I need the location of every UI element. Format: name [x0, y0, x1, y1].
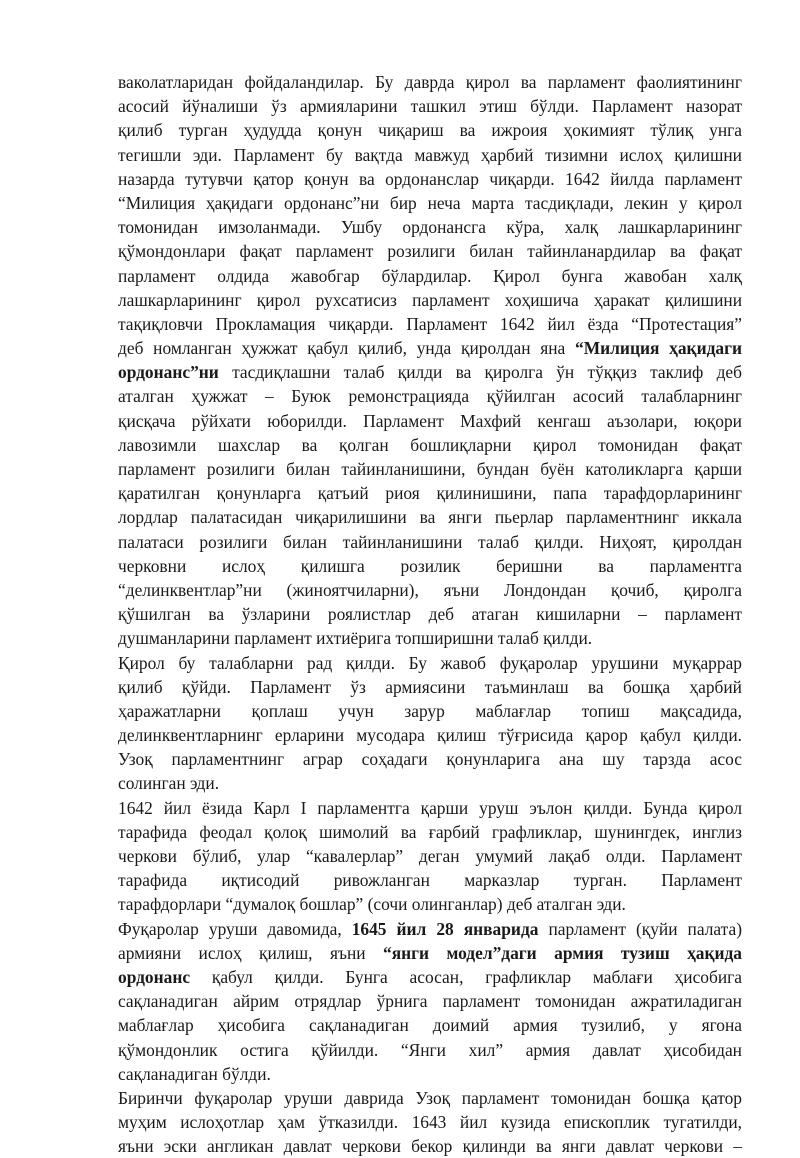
text-line — [118, 554, 742, 578]
text-segment: “делинквентлар”ни (жиноятчиларни), яъни Лондондан қочиб, қиролга — [118, 579, 742, 600]
text-segment: Биринчи фуқаролар уруши даврида Узоқ парламент томонидан бошқа қатор — [118, 1087, 742, 1108]
bold-text-segment: “янги модел”даги армия тузиш ҳақида — [383, 942, 742, 963]
text-segment: қилиб турган ҳудудда қонун чиқариш ва ижроия ҳокимият тўлиқ унга — [118, 120, 742, 141]
text-line — [118, 70, 742, 94]
text-segment: қисқача рўйхати юборилди. Парламент Махфий кенгаш аъзолари, юқори — [118, 410, 742, 431]
text-segment: черкови бўлиб, улар “кавалерлар” деган умумий лақаб олди. Парламент — [118, 846, 742, 866]
text-segment: тарафида иқтисодий ривожланган марказлар турган. Парламент — [118, 870, 742, 891]
text-segment: қаратилган қонунларга қатъий риоя қилинишини, папа тарафдорларининг — [118, 483, 742, 504]
text-segment: ҳаражатларни қоплаш учун зарур маблағлар топиш мақсадида, — [118, 700, 742, 721]
text-line — [118, 239, 742, 263]
text-line — [118, 143, 742, 167]
text-segment: сақланадиган бўлди. — [118, 1063, 271, 1084]
bold-text-segment: 1645 йил 28 январида — [351, 918, 539, 939]
text-segment: солинган эди. — [118, 773, 220, 794]
text-segment: армияни ислоҳ қилиш, яъни — [118, 942, 384, 963]
text-segment: яъни эски англикан давлат черкови бекор қилинди ва янги давлат черкови – — [118, 1136, 742, 1157]
text-segment: қилиб қўйди. Парламент ўз армиясини таъминлаш ва бошқа ҳарбий — [118, 676, 742, 697]
text-line — [118, 1086, 742, 1110]
text-line — [118, 360, 742, 384]
text-segment: палатаси розилиги билан тайинланишини талаб қилди. Ниҳоят, қиролдан — [118, 531, 742, 552]
text-line — [118, 1013, 742, 1037]
text-segment: қабул қилди. Бунга асосан, графликлар маблағи ҳисобига — [190, 966, 742, 987]
text-segment: душманларини парламент ихтиёрига топширишни талаб қилди. — [118, 628, 593, 649]
text-segment: делинквентларнинг ерларини мусодара қилиш тўғрисида қарор қабул қилди. — [118, 725, 742, 746]
text-line — [118, 917, 742, 941]
text-line — [118, 626, 742, 650]
text-line — [118, 409, 742, 433]
text-segment: деб номланган ҳужжат қабул қилиб, унда қиролдан яна — [118, 338, 576, 359]
text-line — [118, 167, 742, 191]
text-line — [118, 288, 742, 312]
text-line — [118, 723, 742, 747]
text-segment: парламент розилиги билан тайинланишини, бундан буён католикларга қарши — [118, 459, 742, 479]
text-segment: муҳим ислоҳотлар ҳам ўтказилди. 1643 йил кузида епископлик тугатилди, — [118, 1112, 742, 1133]
text-line — [118, 191, 742, 215]
text-segment: қўшилган ва ўзларини роялистлар деб атаган кишиларни – парламент — [118, 604, 742, 625]
bold-text-segment: ордонанс — [118, 966, 191, 987]
text-segment: парламент олдида жавобгар бўлардилар. Қирол бунга жавобан халқ — [118, 265, 742, 286]
text-line — [118, 215, 742, 239]
text-segment: Узоқ парламентнинг аграр соҳадаги қонунларига ана шу тарзда асос — [118, 749, 742, 770]
text-line — [118, 820, 742, 844]
text-segment: лавозимли шахслар ва қолган бошлиқларни қирол томонидан фақат — [118, 434, 742, 455]
text-segment: лашкарларининг қирол рухсатисиз парламент хоҳишича ҳаракат қилишини — [118, 289, 742, 310]
text-segment: лордлар палатасидан чиқарилишини ва янги пьерлар парламентнинг иккала — [118, 507, 742, 528]
text-line — [118, 118, 742, 142]
text-line — [118, 892, 742, 916]
text-line — [118, 989, 742, 1013]
text-line — [118, 868, 742, 892]
text-line — [118, 94, 742, 118]
text-segment: маблағлар ҳисобига сақланадиган доимий армия тузилиб, у ягона — [118, 1015, 742, 1036]
document-body — [118, 70, 742, 1158]
text-line — [118, 965, 742, 989]
text-line — [118, 1134, 742, 1158]
text-line — [118, 844, 742, 868]
text-line — [118, 651, 742, 675]
bold-text-segment: “Милиция ҳақидаги — [575, 338, 742, 359]
text-line — [118, 433, 742, 457]
text-segment: Фуқаролар уруши давомида, — [118, 918, 352, 939]
text-segment: томонидан имзоланмади. Ушбу ордонансга кўра, халқ лашкарларининг — [118, 217, 742, 238]
text-segment: сақланадиган айрим отрядлар ўрнига парламент томонидан ажратиладиган — [118, 991, 742, 1012]
text-line — [118, 771, 742, 795]
text-line — [118, 384, 742, 408]
text-line — [118, 457, 742, 481]
text-line — [118, 675, 742, 699]
text-segment: черковни ислоҳ қилишга розилик беришни ва парламентга — [118, 555, 742, 576]
text-segment: назарда тутувчи қатор қонун ва ордонанслар чиқарди. 1642 йилда парламент — [118, 168, 742, 189]
text-segment: “Милиция ҳақидаги ордонанс”ни бир неча марта тасдиқлади, лекин у қирол — [118, 192, 742, 213]
text-segment: тарафида феодал қолоқ шимолий ва ғарбий графликлар, шунингдек, инглиз — [118, 821, 742, 842]
text-line — [118, 1062, 742, 1086]
text-line — [118, 941, 742, 965]
text-segment: қўмондонлари фақат парламент розилиги билан тайинланардилар ва фақат — [118, 241, 742, 262]
text-line — [118, 336, 742, 360]
text-line — [118, 481, 742, 505]
text-segment: аталган ҳужжат – Буюк ремонстрацияда қўйилган асосий талабларнинг — [118, 386, 742, 407]
text-line — [118, 699, 742, 723]
bold-text-segment: ордонанс”ни — [118, 362, 219, 383]
text-segment: Қирол бу талабларни рад қилди. Бу жавоб фуқаролар урушини муқаррар — [118, 652, 742, 673]
text-line — [118, 312, 742, 336]
text-line — [118, 505, 742, 529]
text-segment: қўмондонлик остига қўйилди. “Янги хил” армия давлат ҳисобидан — [118, 1039, 742, 1060]
text-segment: ваколатларидан фойдаландилар. Бу даврда қирол ва парламент фаолиятининг — [118, 72, 742, 92]
text-line — [118, 530, 742, 554]
text-line — [118, 602, 742, 626]
text-segment: парламент (қуйи палата) — [538, 918, 743, 939]
text-segment: тегишли эди. Парламент бу вақтда мавжуд ҳарбий тизимни ислоҳ қилишни — [118, 144, 742, 165]
text-line — [118, 264, 742, 288]
text-line — [118, 1038, 742, 1062]
text-segment: тарафдорлари “думалоқ бошлар” (сочи олинганлар) деб аталган эди. — [118, 894, 626, 915]
text-segment: тақиқловчи Прокламация чиқарди. Парламент 1642 йил ёзда “Протестация” — [118, 313, 742, 334]
text-segment: асосий йўналиши ўз армияларини ташкил этиш бўлди. Парламент назорат — [118, 96, 742, 117]
text-line — [118, 578, 742, 602]
text-segment: тасдиқлашни талаб қилди ва қиролга ўн тўққиз таклиф деб — [218, 362, 742, 383]
text-line — [118, 747, 742, 771]
text-segment: 1642 йил ёзида Карл I парламентга қарши уруш эълон қилди. Бунда қирол — [118, 797, 742, 818]
text-line — [118, 796, 742, 820]
